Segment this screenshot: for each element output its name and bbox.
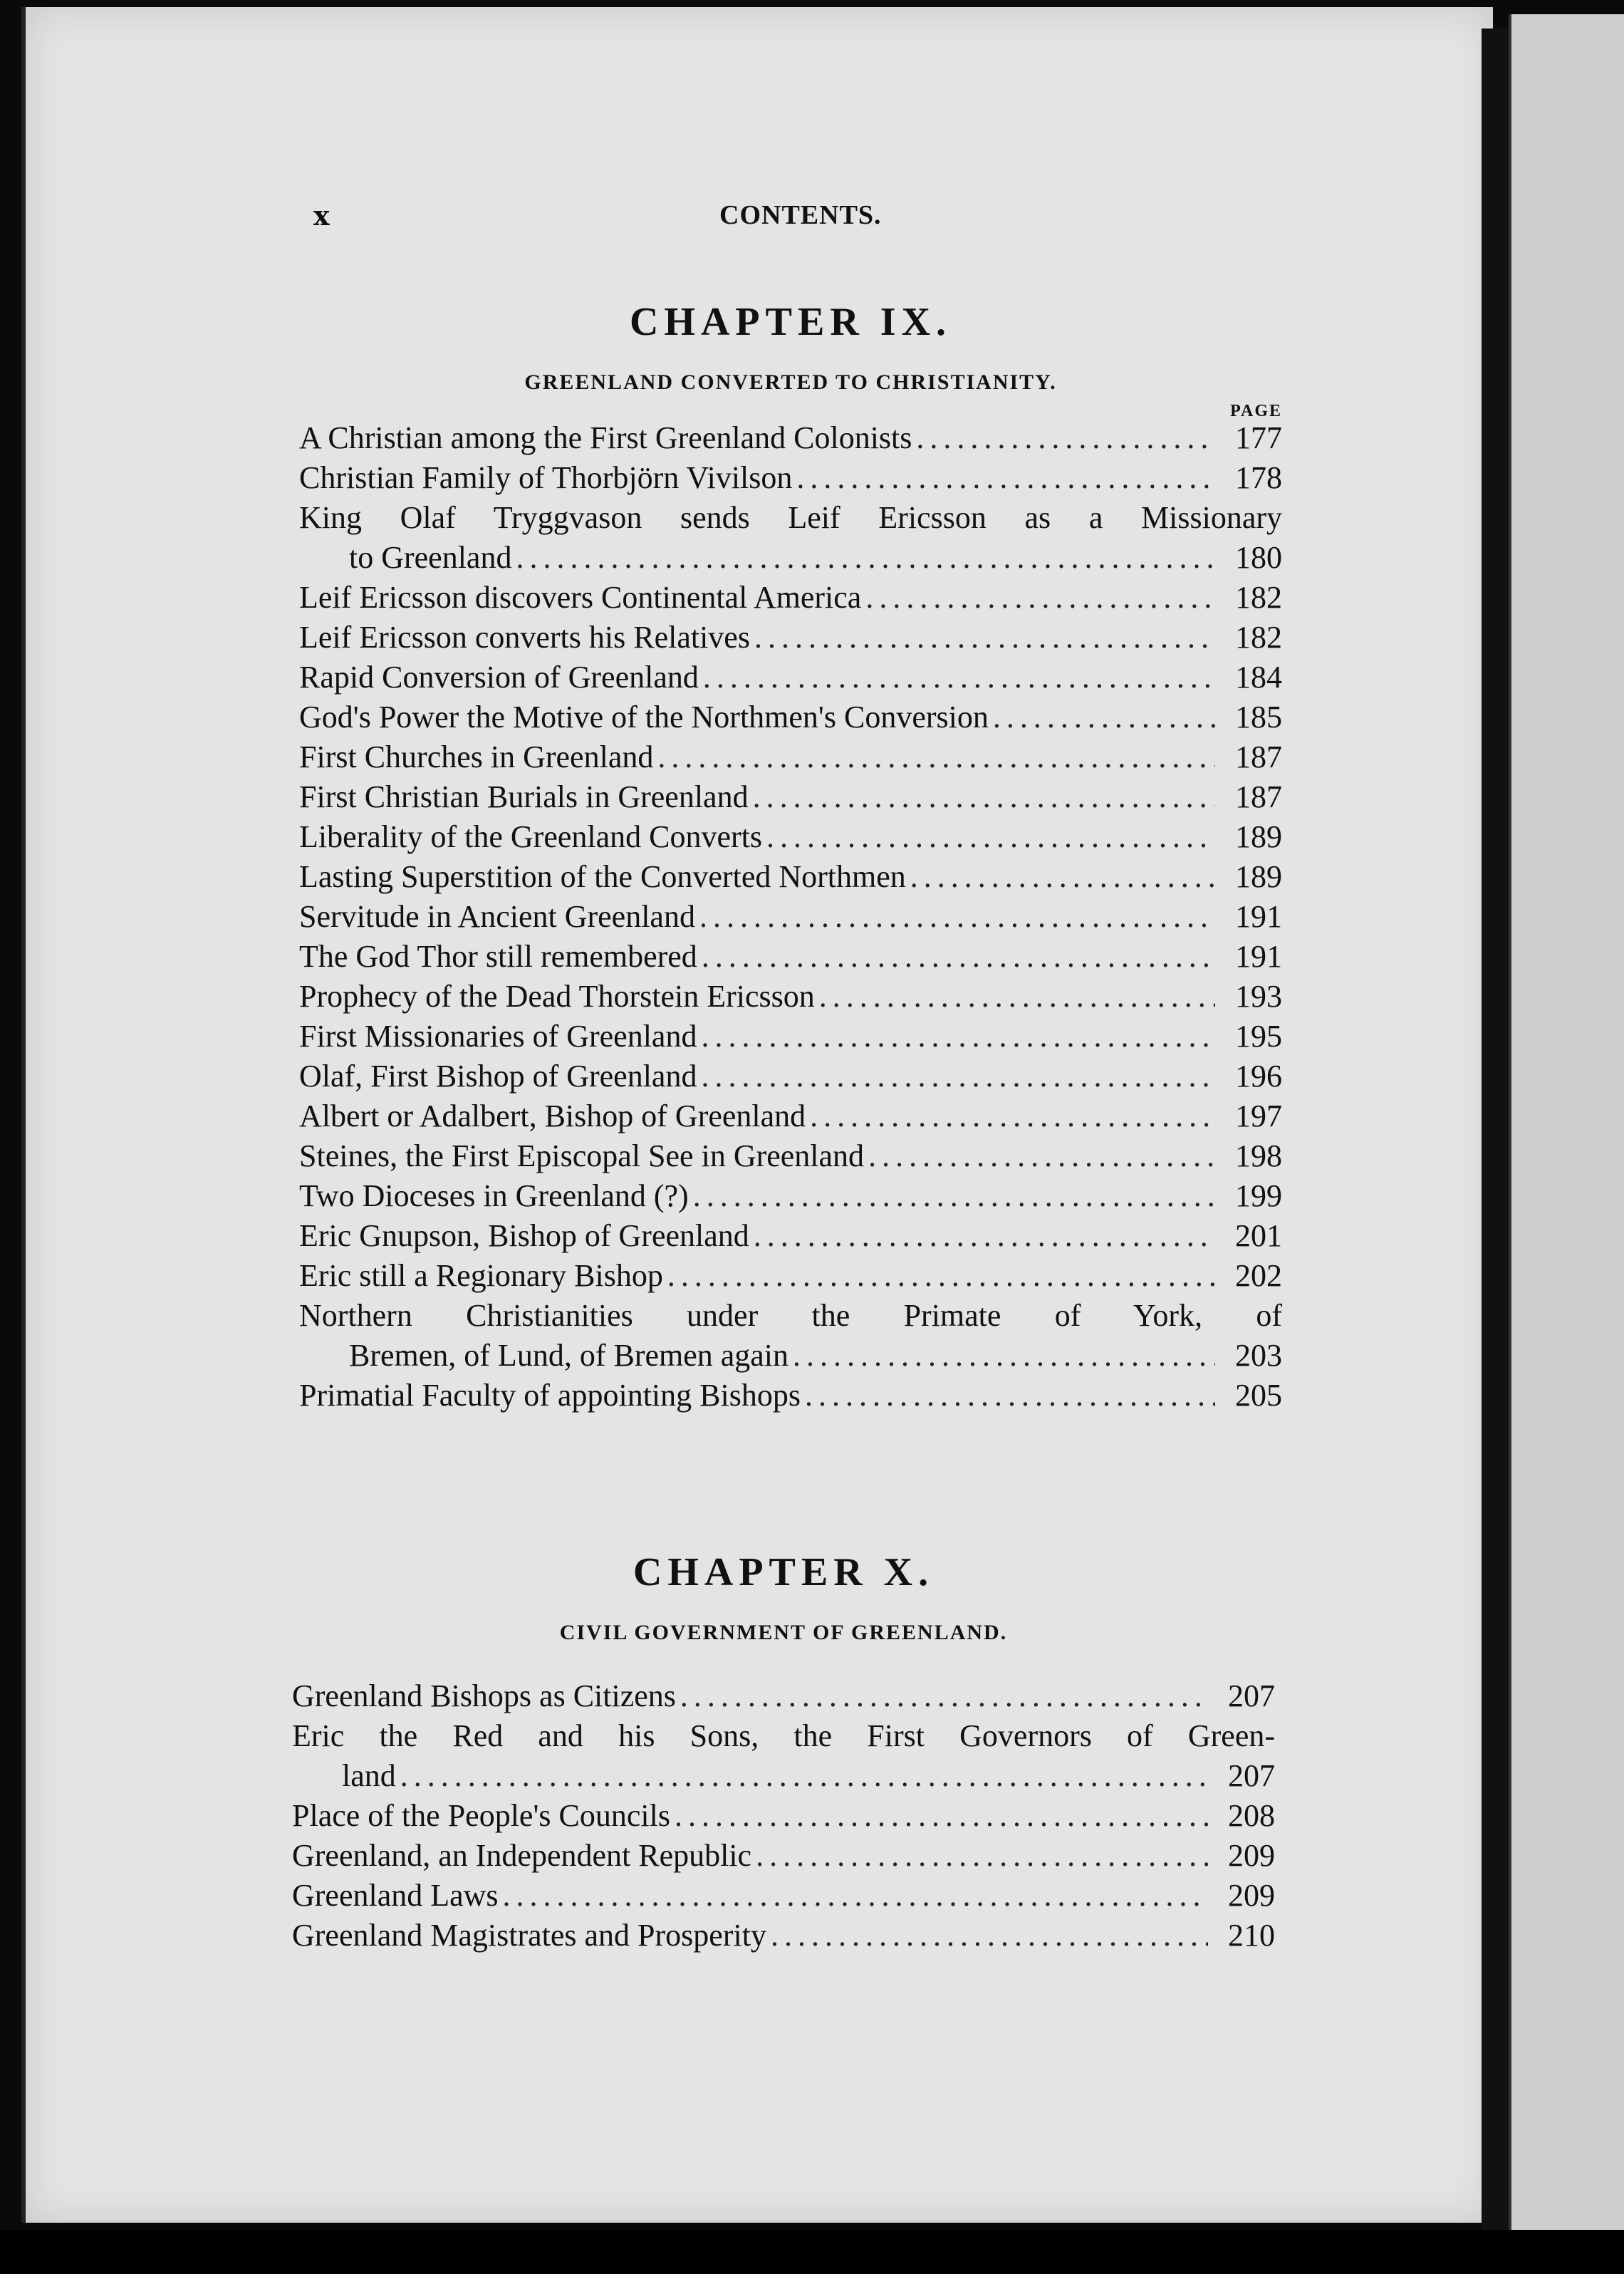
toc-page-number: 178 (1235, 460, 1282, 495)
toc-entry-title: First Missionaries of Greenland (299, 1019, 697, 1054)
toc-entry-continuation (299, 538, 1282, 578)
dot-leader (503, 1876, 1208, 1916)
toc-entry (299, 777, 1282, 817)
toc-entry-title: Liberality of the Greenland Converts (299, 819, 763, 854)
dot-leader (680, 1676, 1208, 1716)
dot-leader (796, 458, 1215, 498)
toc-page-number: 196 (1235, 1059, 1282, 1094)
toc-list (299, 418, 1282, 1416)
chapter-subtitle: CIVIL GOVERNMENT OF GREENLAND. (559, 1621, 1008, 1644)
toc-entry (299, 977, 1282, 1017)
toc-entry (299, 1176, 1282, 1216)
dot-leader (766, 817, 1215, 857)
toc-entry-title: First Churches in Greenland (299, 739, 654, 774)
dot-leader (810, 1096, 1215, 1136)
toc-page-number: 193 (1235, 979, 1282, 1014)
toc-entry-title: Eric the Red and his Sons, the First Governors of Green- (292, 1718, 1275, 1753)
toc-page-number: 203 (1235, 1338, 1282, 1373)
toc-page-number: 187 (1235, 779, 1282, 814)
toc-entry-title: Northern Christianities under the Primate of York, of (299, 1298, 1282, 1333)
toc-entry-title: God's Power the Motive of the Northmen's Conversion (299, 700, 989, 734)
toc-entry (299, 857, 1282, 897)
toc-entry (299, 1017, 1282, 1056)
toc-entry-title: Primatial Faculty of appointing Bishops (299, 1378, 801, 1413)
toc-list (292, 1676, 1275, 1956)
toc-entry (292, 1676, 1275, 1716)
toc-page-number: 189 (1235, 859, 1282, 894)
toc-entry-title: A Christian among the First Greenland Colonists (299, 420, 912, 455)
toc-page-number: 195 (1235, 1019, 1282, 1054)
toc-entry-title: First Christian Burials in Greenland (299, 779, 749, 814)
chapter-10-section (292, 1549, 1275, 1956)
toc-entry (292, 1876, 1275, 1916)
toc-entry (292, 1916, 1275, 1956)
toc-page-number: 177 (1235, 420, 1282, 455)
toc-page-number: 182 (1235, 580, 1282, 615)
toc-entry-title: Leif Ericsson converts his Relatives (299, 620, 750, 655)
toc-entry (299, 1376, 1282, 1416)
page-column-label: PAGE (1230, 402, 1282, 420)
dot-leader (868, 1136, 1215, 1176)
dot-leader (657, 737, 1215, 777)
toc-entry (299, 458, 1282, 498)
chapter-subtitle: GREENLAND CONVERTED TO CHRISTIANITY. (524, 370, 1057, 394)
toc-page-number: 202 (1235, 1258, 1282, 1293)
toc-entry (299, 498, 1282, 578)
toc-entry (292, 1716, 1275, 1796)
toc-entry (299, 697, 1282, 737)
dot-leader (701, 1017, 1215, 1056)
toc-page-number: 191 (1235, 899, 1282, 934)
toc-entry-title-cont: to Greenland (349, 540, 512, 575)
toc-page-number: 182 (1235, 620, 1282, 655)
toc-entry-title: Eric still a Regionary Bishop (299, 1258, 663, 1293)
toc-entry-title: Servitude in Ancient Greenland (299, 899, 695, 934)
toc-entry (299, 578, 1282, 618)
toc-page-number: 197 (1235, 1099, 1282, 1133)
toc-entry (299, 1216, 1282, 1256)
toc-entry (299, 1296, 1282, 1376)
toc-page-number: 205 (1235, 1378, 1282, 1413)
toc-page-number: 199 (1235, 1178, 1282, 1213)
toc-entry (299, 418, 1282, 458)
toc-entry (299, 658, 1282, 697)
dot-leader (754, 1216, 1215, 1256)
toc-page-number: 210 (1228, 1918, 1275, 1953)
toc-entry (299, 817, 1282, 857)
toc-entry (299, 1256, 1282, 1296)
toc-entry-title: Greenland Bishops as Citizens (292, 1678, 676, 1713)
toc-entry-continuation (292, 1756, 1275, 1796)
dot-leader (667, 1256, 1215, 1296)
dot-leader (703, 658, 1215, 697)
book-spine (1482, 28, 1509, 2230)
toc-page-number: 208 (1228, 1798, 1275, 1833)
dot-leader (693, 1176, 1215, 1216)
toc-page-number: 180 (1235, 540, 1282, 575)
toc-entry-title-cont: land (342, 1758, 396, 1793)
toc-entry-title: Greenland Laws (292, 1878, 499, 1913)
dot-leader (916, 418, 1215, 458)
dot-leader (805, 1376, 1215, 1416)
toc-entry-title: Greenland, an Independent Republic (292, 1838, 752, 1873)
toc-entry-title: Olaf, First Bishop of Greenland (299, 1059, 697, 1094)
toc-entry (299, 618, 1282, 658)
dot-leader (865, 578, 1215, 618)
toc-page-number: 207 (1228, 1758, 1275, 1793)
toc-page-number: 189 (1235, 819, 1282, 854)
dot-leader (516, 538, 1215, 578)
toc-page-number: 185 (1235, 700, 1282, 734)
toc-entry (299, 897, 1282, 937)
toc-entry-title: Prophecy of the Dead Thorstein Ericsson (299, 979, 815, 1014)
dot-leader (793, 1336, 1215, 1376)
toc-entry (299, 1096, 1282, 1136)
toc-entry-title: Place of the People's Councils (292, 1798, 670, 1833)
dot-leader (699, 897, 1215, 937)
toc-entry (299, 937, 1282, 977)
toc-entry-title: Greenland Magistrates and Prosperity (292, 1918, 766, 1953)
dot-leader (771, 1916, 1208, 1956)
toc-entry-title: King Olaf Tryggvason sends Leif Ericsson as a Missionary (299, 500, 1282, 535)
toc-entry-title: Eric Gnupson, Bishop of Greenland (299, 1218, 749, 1253)
toc-entry (292, 1796, 1275, 1836)
toc-entry-title: Steines, the First Episcopal See in Greenland (299, 1138, 865, 1173)
dot-leader (675, 1796, 1208, 1836)
toc-entry-title: Two Dioceses in Greenland (?) (299, 1178, 689, 1213)
dot-leader (702, 937, 1215, 977)
dot-leader (754, 618, 1215, 658)
dot-leader (756, 1836, 1208, 1876)
dot-leader (819, 977, 1215, 1017)
toc-entry-title: Albert or Adalbert, Bishop of Greenland (299, 1099, 806, 1133)
toc-page-number: 184 (1235, 660, 1282, 695)
page-folio: x (313, 199, 330, 232)
scan-border (0, 2230, 1624, 2274)
dot-leader (701, 1056, 1215, 1096)
dot-leader (910, 857, 1215, 897)
chapter-title: CHAPTER IX. (629, 300, 952, 344)
facing-page-edge (1509, 14, 1624, 2244)
toc-page-number: 209 (1228, 1878, 1275, 1913)
chapter-title: CHAPTER X. (633, 1550, 935, 1594)
toc-entry (292, 1836, 1275, 1876)
toc-page-number: 201 (1235, 1218, 1282, 1253)
toc-entry (299, 737, 1282, 777)
toc-entry-title: Lasting Superstition of the Converted Northmen (299, 859, 906, 894)
toc-page-number: 209 (1228, 1838, 1275, 1873)
toc-page-number: 187 (1235, 739, 1282, 774)
toc-entry-title: Christian Family of Thorbjörn Vivilson (299, 460, 793, 495)
chapter-9-section (299, 299, 1282, 1416)
dot-leader (400, 1756, 1208, 1796)
toc-page-number: 198 (1235, 1138, 1282, 1173)
toc-entry-continuation (299, 1336, 1282, 1376)
toc-entry (299, 1056, 1282, 1096)
toc-entry-title: Rapid Conversion of Greenland (299, 660, 699, 695)
toc-entry (299, 1136, 1282, 1176)
toc-entry-title: Leif Ericsson discovers Continental America (299, 580, 862, 615)
dot-leader (993, 697, 1215, 737)
running-title: CONTENTS. (719, 200, 882, 230)
toc-page-number: 191 (1235, 939, 1282, 974)
toc-page-number: 207 (1228, 1678, 1275, 1713)
toc-entry-title: The God Thor still remembered (299, 939, 697, 974)
toc-entry-title-cont: Bremen, of Lund, of Bremen again (349, 1338, 789, 1373)
dot-leader (753, 777, 1215, 817)
